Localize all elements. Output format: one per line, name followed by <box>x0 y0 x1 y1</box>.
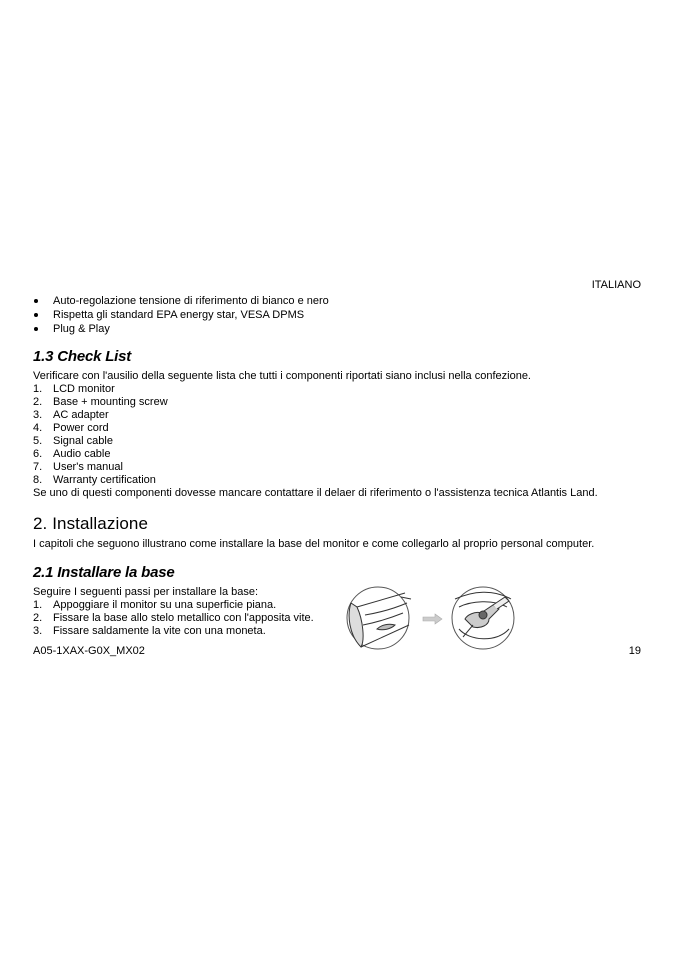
arrow-right-icon <box>423 614 442 624</box>
list-item: 6. Audio cable <box>33 448 111 460</box>
list-item: 2. Fissare la base allo stelo metallico con l'apposita vite. <box>33 612 314 624</box>
installazione-intro: I capitoli che seguono illustrano come installare la base del monitor e come collegarlo al proprio personal computer. <box>33 538 595 550</box>
bullet-icon <box>34 313 38 317</box>
feature-item: Rispetta gli standard EPA energy star, VESA DPMS <box>33 308 329 322</box>
checklist-items <box>33 383 168 487</box>
document-code: A05-1XAX-G0X_MX02 <box>33 645 145 657</box>
list-item: 5. Signal cable <box>33 435 113 447</box>
bullet-icon <box>34 327 38 331</box>
checklist-note: Se uno di questi componenti dovesse mancare contattare il delaer di riferimento o l'assistenza tecnica Atlantis Land. <box>33 487 598 499</box>
checklist-heading: 1.3 Check List <box>33 348 132 365</box>
base-installation-illustration <box>343 585 523 655</box>
list-item: 1. Appoggiare il monitor su una superficie piana. <box>33 599 277 611</box>
list-item: 4. Power cord <box>33 422 109 434</box>
feature-list <box>33 294 329 336</box>
feature-item: Auto-regolazione tensione di riferimento di bianco e nero <box>33 294 329 308</box>
installa-base-intro: Seguire I seguenti passi per installare la base: <box>33 586 259 598</box>
installa-base-heading: 2.1 Installare la base <box>33 564 175 581</box>
feature-item: Plug & Play <box>33 322 329 336</box>
list-item: 2. Base + mounting screw <box>33 396 168 408</box>
list-item: 3. Fissare saldamente la vite con una moneta. <box>33 625 266 637</box>
list-item: 3. AC adapter <box>33 409 109 421</box>
monitor-base-drawing-2 <box>452 587 514 649</box>
checklist-intro: Verificare con l'ausilio della seguente lista che tutti i componenti riportati siano inclusi nella confezione. <box>33 370 531 382</box>
language-header: ITALIANO <box>591 279 641 291</box>
installazione-heading: 2. Installazione <box>33 514 149 533</box>
list-item: 1. LCD monitor <box>33 383 115 395</box>
installa-base-steps <box>33 599 314 638</box>
page-number: 19 <box>628 645 641 657</box>
list-item: 7. User's manual <box>33 461 123 473</box>
bullet-icon <box>34 299 38 303</box>
monitor-base-drawing-1 <box>347 587 411 649</box>
list-item: 8. Warranty certification <box>33 474 156 486</box>
